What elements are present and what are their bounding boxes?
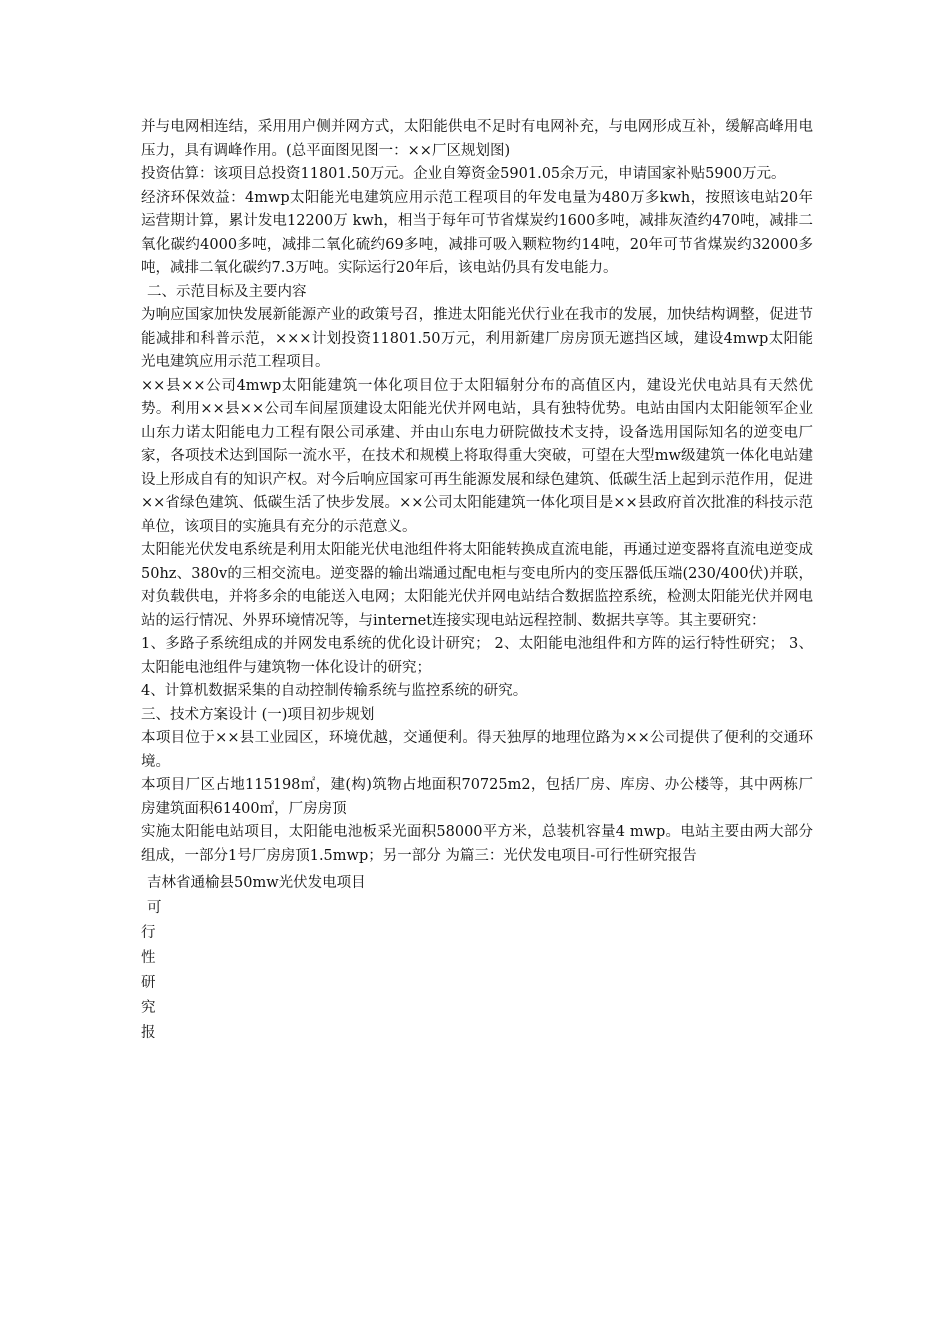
paragraph-grid-connection: 并与电网相连结，采用用户侧并网方式，太阳能供电不足时有电网补充，与电网形成互补，缓解高峰用电压力，具有调峰作用。(总平面图见图一：××厂区规划图) <box>141 119 813 159</box>
paragraph-benefits: 经济环保效益：4mwp太阳能光电建筑应用示范工程项目的年发电量为480万多kwh，按照该电站20年运营期计算，累计发电12200万 kwh，相当于每年可节省煤炭约1600多吨，减排灰渣约470吨，减排二氧化碳约4000多吨，减排二氧化硫约69多吨，减排可吸入颗粒物约14吨，20年可节省煤炭约32000多吨，减排二氧化碳约7.3万吨。实际运行20年后，该电站仍具有发电能力。 <box>141 189 813 276</box>
paragraph-area: 本项目厂区占地115198㎡，建(构)筑物占地面积70725m2，包括厂房、库房、办公楼等，其中两栋厂房建筑面积61400㎡，厂房房顶 <box>141 777 813 817</box>
project-title: 吉林省通榆县50mw光伏发电项目 <box>147 875 366 891</box>
section-heading-3: 三、技术方案设计 (一)项目初步规划 <box>141 706 375 723</box>
paragraph-investment: 投资估算：该项目总投资11801.50万元。企业自筹资金5901.05余万元，申请国家补贴5900万元。 <box>141 166 786 182</box>
vertical-char: 行 <box>141 924 156 941</box>
paragraph-project-location: ××县××公司4mwp太阳能建筑一体化项目位于太阳辐射分布的高值区内，建设光伏电站具有天然优势。利用××县××公司车间屋顶建设太阳能光伏并网电站，具有独特优势。电站由国内太阳能领军企业山东力诺太阳能电力工程有限公司承建、并由山东电力研院做技术支持，设备选用国际知名的逆变电厂家，各项技术达到国际一流水平，在技术和规模上将取得重大突破，可望在大型mw级建筑一体化电站建设上形成自有的知识产权。对今后响应国家可再生能源发展和绿色建筑、低碳生活上起到示范作用，促进××省绿色建筑、低碳生活了快步发展。××公司太阳能建筑一体化项目是××县政府首次批准的科技示范单位，该项目的实施具有充分的示范意义。 <box>141 377 813 535</box>
vertical-char: 可 <box>147 899 162 916</box>
vertical-char: 性 <box>141 949 156 966</box>
vertical-char: 报 <box>141 1024 156 1041</box>
paragraph-research-1-3: 1、多路子系统组成的并网发电系统的优化设计研究； 2、太阳能电池组件和方阵的运行特性研究； 3、太阳能电池组件与建筑物一体化设计的研究； <box>141 636 813 676</box>
vertical-char: 究 <box>141 999 156 1016</box>
paragraph-research-4: 4、计算机数据采集的自动控制传输系统与监控系统的研究。 <box>141 683 528 699</box>
paragraph-site: 本项目位于××县工业园区，环境优越，交通便利。得天独厚的地理位路为××公司提供了便利的交通环境。 <box>141 730 813 770</box>
paragraph-response: 为响应国家加快发展新能源产业的政策号召，推进太阳能光伏行业在我市的发展，加快结构调整，促进节能减排和科普示范，×××计划投资11801.50万元，利用新建厂房房顶无遮挡区域，建设4mwp太阳能光电建筑应用示范工程项目。 <box>141 307 813 370</box>
paragraph-implementation: 实施太阳能电站项目，太阳能电池板采光面积58000平方米，总装机容量4 mwp。电站主要由两大部分组成，一部分1号厂房房顶1.5mwp；另一部分 为篇三：光伏发电项目-可行性研究报告 <box>141 824 813 864</box>
section-heading-2: 二、示范目标及主要内容 <box>147 283 307 300</box>
vertical-title <box>141 896 813 1046</box>
paragraph-pv-system: 太阳能光伏发电系统是利用太阳能光伏电池组件将太阳能转换成直流电能，再通过逆变器将直流电逆变成50hz、380v的三相交流电。逆变器的输出端通过配电柜与变电所内的变压器低压端(230/400伏)并联，对负载供电，并将多余的电能送入电网；太阳能光伏并网电站结合数据监控系统，检测太阳能光伏并网电站的运行情况、外界环境情况等，与internet连接实现电站远程控制、数据共享等。其主要研究： <box>141 542 813 629</box>
document-body <box>141 116 813 1046</box>
vertical-char: 研 <box>141 974 156 991</box>
